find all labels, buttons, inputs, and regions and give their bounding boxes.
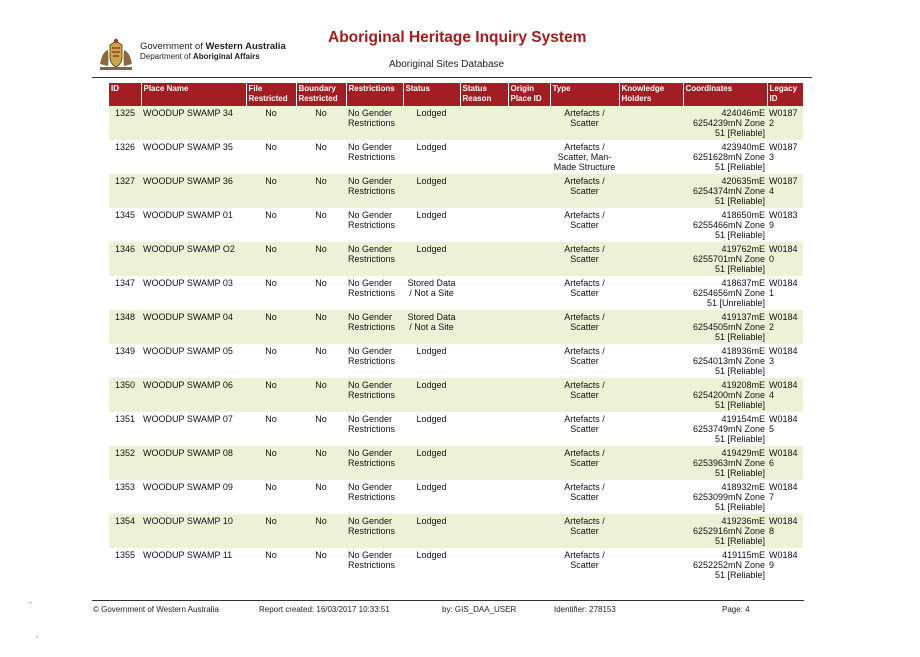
cell-id: 1351 xyxy=(109,412,141,446)
cell-restrictions: No Gender Restrictions xyxy=(346,480,403,514)
cell-status-reason xyxy=(460,514,508,548)
cell-restrictions: No Gender Restrictions xyxy=(346,310,403,344)
cell-knowledge-holders xyxy=(619,378,683,412)
cell-boundary-restricted: No xyxy=(296,310,346,344)
cell-boundary-restricted: No xyxy=(296,242,346,276)
cell-type: Artefacts / Scatter xyxy=(550,548,619,582)
cell-status-reason xyxy=(460,140,508,174)
cell-status: Lodged xyxy=(403,514,460,548)
report-subtitle: Aboriginal Sites Database xyxy=(389,59,505,70)
cell-status-reason xyxy=(460,174,508,208)
cell-status: Lodged xyxy=(403,174,460,208)
cell-file-restricted: No xyxy=(246,242,296,276)
cell-place-name: WOODUP SWAMP 08 xyxy=(141,446,246,480)
cell-knowledge-holders xyxy=(619,480,683,514)
cell-knowledge-holders xyxy=(619,446,683,480)
cell-restrictions: No Gender Restrictions xyxy=(346,514,403,548)
cell-status: Lodged xyxy=(403,140,460,174)
cell-origin-place-id xyxy=(508,480,550,514)
cell-restrictions: No Gender Restrictions xyxy=(346,174,403,208)
table-row xyxy=(109,412,803,446)
cell-id: 1325 xyxy=(109,106,141,140)
cell-origin-place-id xyxy=(508,514,550,548)
cell-knowledge-holders xyxy=(619,140,683,174)
cell-status: Stored Data / Not a Site xyxy=(403,310,460,344)
cell-origin-place-id xyxy=(508,140,550,174)
table-row xyxy=(109,446,803,480)
col-header: Status xyxy=(403,83,460,106)
cell-type: Artefacts / Scatter xyxy=(550,208,619,242)
cell-knowledge-holders xyxy=(619,412,683,446)
cell-place-name: WOODUP SWAMP 10 xyxy=(141,514,246,548)
cell-legacy-id: W0184 4 xyxy=(767,378,803,412)
cell-legacy-id: W0184 5 xyxy=(767,412,803,446)
coat-of-arms-icon xyxy=(96,38,136,72)
table-row xyxy=(109,242,803,276)
cell-boundary-restricted: No xyxy=(296,344,346,378)
cell-restrictions: No Gender Restrictions xyxy=(346,446,403,480)
table-row xyxy=(109,378,803,412)
cell-origin-place-id xyxy=(508,548,550,582)
col-header: Status Reason xyxy=(460,83,508,106)
cell-origin-place-id xyxy=(508,446,550,480)
table-row xyxy=(109,140,803,174)
cell-id: 1346 xyxy=(109,242,141,276)
cell-legacy-id: W0184 1 xyxy=(767,276,803,310)
cell-status-reason xyxy=(460,548,508,582)
cell-place-name: WOODUP SWAMP 06 xyxy=(141,378,246,412)
cell-id: 1347 xyxy=(109,276,141,310)
cell-type: Artefacts / Scatter xyxy=(550,242,619,276)
cell-coordinates: 418932mE 6253099mN Zone 51 [Reliable] xyxy=(683,480,767,514)
cell-id: 1327 xyxy=(109,174,141,208)
cell-type: Artefacts / Scatter xyxy=(550,174,619,208)
cell-boundary-restricted: No xyxy=(296,140,346,174)
cell-restrictions: No Gender Restrictions xyxy=(346,106,403,140)
cell-legacy-id: W0184 2 xyxy=(767,310,803,344)
cell-status: Stored Data / Not a Site xyxy=(403,276,460,310)
cell-id: 1350 xyxy=(109,378,141,412)
cell-coordinates: 419208mE 6254200mN Zone 51 [Reliable] xyxy=(683,378,767,412)
table-row xyxy=(109,208,803,242)
cell-type: Artefacts / Scatter xyxy=(550,446,619,480)
cell-restrictions: No Gender Restrictions xyxy=(346,344,403,378)
footer-divider xyxy=(92,600,804,601)
cell-boundary-restricted: No xyxy=(296,548,346,582)
cell-boundary-restricted: No xyxy=(296,378,346,412)
cell-status-reason xyxy=(460,276,508,310)
cell-status: Lodged xyxy=(403,106,460,140)
cell-file-restricted: No xyxy=(246,514,296,548)
cell-status-reason xyxy=(460,480,508,514)
table-row xyxy=(109,344,803,378)
cell-boundary-restricted: No xyxy=(296,446,346,480)
footer-page-number: Page: 4 xyxy=(722,605,750,614)
cell-coordinates: 419236mE 6252916mN Zone 51 [Reliable] xyxy=(683,514,767,548)
cell-place-name: WOODUP SWAMP 04 xyxy=(141,310,246,344)
cell-coordinates: 418936mE 6254013mN Zone 51 [Reliable] xyxy=(683,344,767,378)
stray-mark: - xyxy=(29,598,32,607)
col-header: Legacy ID xyxy=(767,83,803,106)
col-header: File Restricted xyxy=(246,83,296,106)
cell-knowledge-holders xyxy=(619,514,683,548)
cell-status-reason xyxy=(460,242,508,276)
cell-file-restricted: No xyxy=(246,480,296,514)
cell-legacy-id: W0184 6 xyxy=(767,446,803,480)
cell-coordinates: 419115mE 6252252mN Zone 51 [Reliable] xyxy=(683,548,767,582)
cell-restrictions: No Gender Restrictions xyxy=(346,208,403,242)
cell-place-name: WOODUP SWAMP 11 xyxy=(141,548,246,582)
cell-boundary-restricted: No xyxy=(296,514,346,548)
table-header-row xyxy=(109,83,803,106)
cell-id: 1354 xyxy=(109,514,141,548)
cell-file-restricted: No xyxy=(246,548,296,582)
cell-boundary-restricted: No xyxy=(296,276,346,310)
cell-restrictions: No Gender Restrictions xyxy=(346,242,403,276)
cell-place-name: WOODUP SWAMP 36 xyxy=(141,174,246,208)
cell-boundary-restricted: No xyxy=(296,174,346,208)
cell-type: Artefacts / Scatter xyxy=(550,412,619,446)
cell-file-restricted: No xyxy=(246,378,296,412)
table-row xyxy=(109,106,803,140)
cell-restrictions: No Gender Restrictions xyxy=(346,412,403,446)
cell-status-reason xyxy=(460,412,508,446)
cell-status: Lodged xyxy=(403,208,460,242)
table-row xyxy=(109,480,803,514)
col-header: Knowledge Holders xyxy=(619,83,683,106)
col-header: Restrictions xyxy=(346,83,403,106)
cell-id: 1349 xyxy=(109,344,141,378)
cell-origin-place-id xyxy=(508,174,550,208)
cell-file-restricted: No xyxy=(246,446,296,480)
cell-place-name: WOODUP SWAMP 05 xyxy=(141,344,246,378)
cell-place-name: WOODUP SWAMP 03 xyxy=(141,276,246,310)
cell-legacy-id: W0183 9 xyxy=(767,208,803,242)
cell-knowledge-holders xyxy=(619,548,683,582)
cell-coordinates: 419429mE 6253963mN Zone 51 [Reliable] xyxy=(683,446,767,480)
report-title: Aboriginal Heritage Inquiry System xyxy=(328,29,587,46)
cell-origin-place-id xyxy=(508,412,550,446)
cell-type: Artefacts / Scatter xyxy=(550,344,619,378)
cell-status: Lodged xyxy=(403,378,460,412)
cell-legacy-id: W0184 0 xyxy=(767,242,803,276)
cell-coordinates: 418650mE 6255466mN Zone 51 [Reliable] xyxy=(683,208,767,242)
footer-copyright: © Government of Western Australia xyxy=(93,605,219,614)
cell-legacy-id: W0187 2 xyxy=(767,106,803,140)
cell-place-name: WOODUP SWAMP 07 xyxy=(141,412,246,446)
cell-origin-place-id xyxy=(508,106,550,140)
cell-knowledge-holders xyxy=(619,276,683,310)
cell-boundary-restricted: No xyxy=(296,106,346,140)
cell-place-name: WOODUP SWAMP 01 xyxy=(141,208,246,242)
cell-file-restricted: No xyxy=(246,276,296,310)
cell-id: 1345 xyxy=(109,208,141,242)
footer-report-created: Report created: 16/03/2017 10:33:51 xyxy=(259,605,390,614)
cell-knowledge-holders xyxy=(619,310,683,344)
sites-table xyxy=(109,83,804,582)
cell-id: 1348 xyxy=(109,310,141,344)
cell-status: Lodged xyxy=(403,480,460,514)
government-label: Government of Western Australia xyxy=(140,41,286,52)
cell-type: Artefacts / Scatter xyxy=(550,480,619,514)
cell-legacy-id: W0184 7 xyxy=(767,480,803,514)
cell-id: 1352 xyxy=(109,446,141,480)
col-header: Type xyxy=(550,83,619,106)
col-header: ID xyxy=(109,83,141,106)
cell-file-restricted: No xyxy=(246,106,296,140)
cell-coordinates: 420635mE 6254374mN Zone 51 [Reliable] xyxy=(683,174,767,208)
cell-boundary-restricted: No xyxy=(296,208,346,242)
footer-identifier: Identifier: 278153 xyxy=(554,605,616,614)
footer-user: by: GIS_DAA_USER xyxy=(442,605,517,614)
cell-file-restricted: No xyxy=(246,174,296,208)
cell-file-restricted: No xyxy=(246,140,296,174)
cell-origin-place-id xyxy=(508,310,550,344)
cell-place-name: WOODUP SWAMP O2 xyxy=(141,242,246,276)
col-header: Boundary Restricted xyxy=(296,83,346,106)
cell-type: Artefacts / Scatter xyxy=(550,378,619,412)
cell-place-name: WOODUP SWAMP 34 xyxy=(141,106,246,140)
cell-restrictions: No Gender Restrictions xyxy=(346,378,403,412)
cell-file-restricted: No xyxy=(246,310,296,344)
stray-mark: , xyxy=(36,630,39,639)
cell-file-restricted: No xyxy=(246,412,296,446)
col-header: Place Name xyxy=(141,83,246,106)
department-label: Department of Aboriginal Affairs xyxy=(140,52,260,61)
cell-file-restricted: No xyxy=(246,208,296,242)
cell-knowledge-holders xyxy=(619,344,683,378)
cell-coordinates: 419137mE 6254505mN Zone 51 [Reliable] xyxy=(683,310,767,344)
cell-coordinates: 423940mE 6251628mN Zone 51 [Reliable] xyxy=(683,140,767,174)
cell-id: 1355 xyxy=(109,548,141,582)
header-divider xyxy=(92,77,812,78)
cell-origin-place-id xyxy=(508,378,550,412)
cell-legacy-id: W0184 8 xyxy=(767,514,803,548)
cell-place-name: WOODUP SWAMP 35 xyxy=(141,140,246,174)
cell-status: Lodged xyxy=(403,242,460,276)
cell-type: Artefacts / Scatter xyxy=(550,514,619,548)
cell-file-restricted: No xyxy=(246,344,296,378)
col-header: Coordinates xyxy=(683,83,767,106)
cell-status: Lodged xyxy=(403,446,460,480)
cell-origin-place-id xyxy=(508,344,550,378)
table-row xyxy=(109,310,803,344)
cell-boundary-restricted: No xyxy=(296,412,346,446)
cell-coordinates: 424046mE 6254239mN Zone 51 [Reliable] xyxy=(683,106,767,140)
cell-status: Lodged xyxy=(403,412,460,446)
cell-restrictions: No Gender Restrictions xyxy=(346,548,403,582)
cell-coordinates: 419762mE 6255701mN Zone 51 [Reliable] xyxy=(683,242,767,276)
cell-knowledge-holders xyxy=(619,174,683,208)
cell-knowledge-holders xyxy=(619,242,683,276)
cell-legacy-id: W0184 3 xyxy=(767,344,803,378)
cell-legacy-id: W0187 4 xyxy=(767,174,803,208)
cell-status-reason xyxy=(460,310,508,344)
cell-type: Artefacts / Scatter xyxy=(550,106,619,140)
cell-type: Artefacts / Scatter xyxy=(550,310,619,344)
cell-boundary-restricted: No xyxy=(296,480,346,514)
table-row xyxy=(109,276,803,310)
cell-type: Artefacts / Scatter xyxy=(550,276,619,310)
cell-origin-place-id xyxy=(508,276,550,310)
cell-status: Lodged xyxy=(403,344,460,378)
cell-legacy-id: W0184 9 xyxy=(767,548,803,582)
cell-id: 1353 xyxy=(109,480,141,514)
cell-place-name: WOODUP SWAMP 09 xyxy=(141,480,246,514)
cell-status: Lodged xyxy=(403,548,460,582)
cell-coordinates: 419154mE 6253749mN Zone 51 [Reliable] xyxy=(683,412,767,446)
cell-origin-place-id xyxy=(508,208,550,242)
cell-knowledge-holders xyxy=(619,208,683,242)
cell-status-reason xyxy=(460,106,508,140)
table-row xyxy=(109,174,803,208)
cell-knowledge-holders xyxy=(619,106,683,140)
cell-status-reason xyxy=(460,378,508,412)
table-row xyxy=(109,548,803,582)
cell-restrictions: No Gender Restrictions xyxy=(346,276,403,310)
cell-status-reason xyxy=(460,208,508,242)
col-header: Origin Place ID xyxy=(508,83,550,106)
table-row xyxy=(109,514,803,548)
cell-legacy-id: W0187 3 xyxy=(767,140,803,174)
cell-status-reason xyxy=(460,344,508,378)
cell-type: Artefacts / Scatter, Man-Made Structure xyxy=(550,140,619,174)
cell-origin-place-id xyxy=(508,242,550,276)
cell-restrictions: No Gender Restrictions xyxy=(346,140,403,174)
cell-id: 1326 xyxy=(109,140,141,174)
cell-coordinates: 418637mE 6254656mN Zone 51 [Unreliable] xyxy=(683,276,767,310)
cell-status-reason xyxy=(460,446,508,480)
